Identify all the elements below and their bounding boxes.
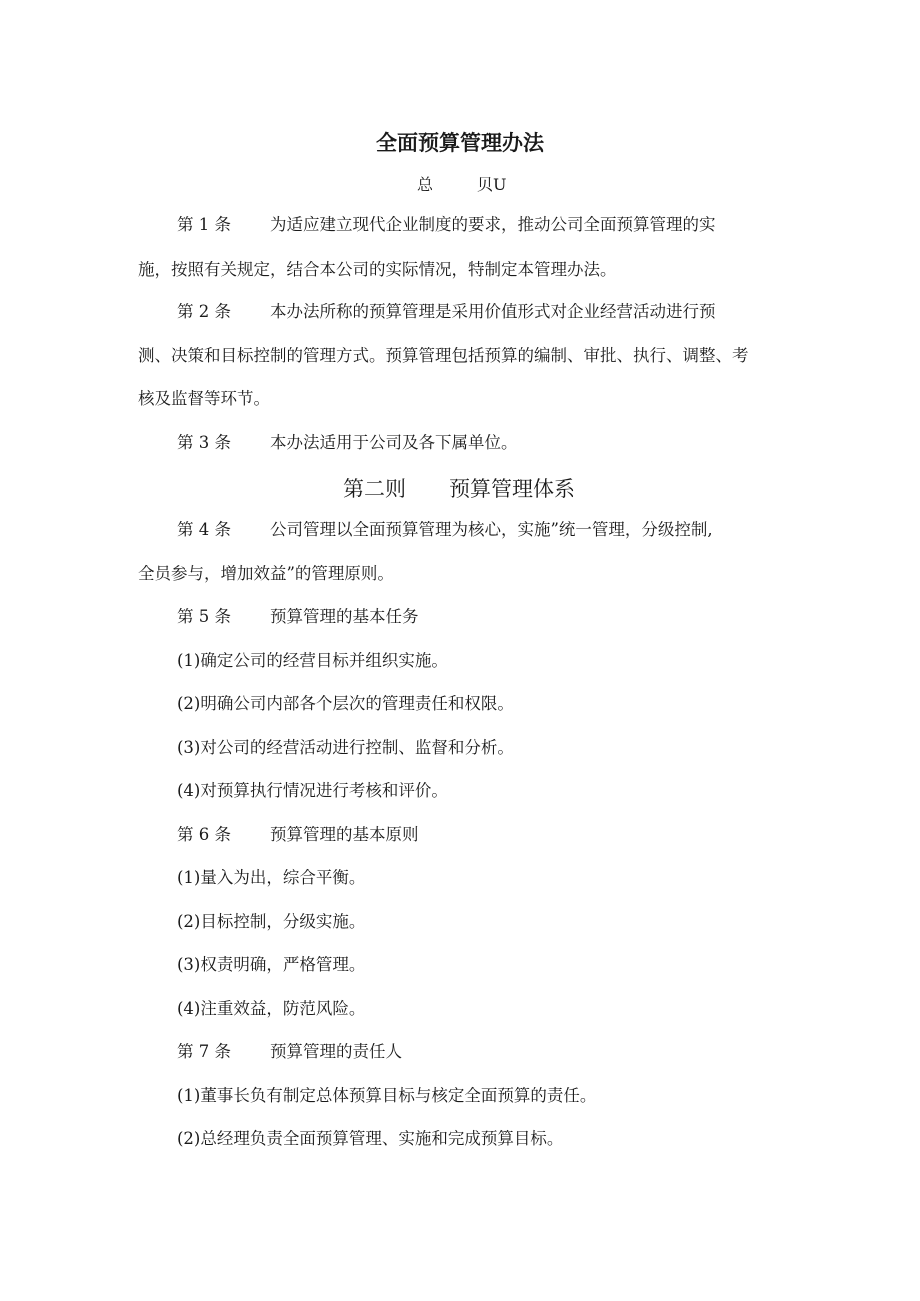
article2-line2: 测、决策和目标控制的管理方式。预算管理包括预算的编制、审批、执行、调整、考: [138, 346, 749, 365]
article3-line1: 本办法适用于公司及各下属单位。: [270, 433, 518, 452]
article1-line2: 施，按照有关规定，结合本公司的实际情况，特制定本管理办法。: [138, 260, 617, 279]
chapter2-heading-right: 预算管理体系: [449, 477, 575, 501]
article4-line2: 全员参与，增加效益”的管理原则。: [138, 564, 394, 583]
list-item: (3)对公司的经营活动进行控制、监督和分析。: [177, 738, 514, 757]
document-title: 全面预算管理办法: [376, 131, 544, 155]
list-item: (1)量入为出，综合平衡。: [177, 868, 366, 887]
chapter1-heading-left: 总: [417, 175, 434, 194]
list-item: (1)董事长负有制定总体预算目标与核定全面预算的责任。: [177, 1086, 597, 1105]
article2-label: 第 2 条: [177, 302, 231, 321]
list-item: (4)注重效益，防范风险。: [177, 999, 366, 1018]
article1-label: 第 1 条: [177, 215, 231, 234]
article7-label: 第 7 条: [177, 1042, 231, 1061]
article6-label: 第 6 条: [177, 825, 231, 844]
article2-line1: 本办法所称的预算管理是采用价值形式对企业经营活动进行预: [270, 302, 716, 321]
article5-label: 第 5 条: [177, 607, 231, 626]
list-item: (4)对预算执行情况进行考核和评价。: [177, 781, 448, 800]
list-item: (3)权责明确，严格管理。: [177, 955, 366, 974]
chapter1-heading-right: 贝U: [477, 175, 507, 194]
article4-line1: 公司管理以全面预算管理为核心，实施”统一管理，分级控制,: [270, 520, 713, 539]
article1-line1: 为适应建立现代企业制度的要求，推动公司全面预算管理的实: [270, 215, 716, 234]
article4-label: 第 4 条: [177, 520, 231, 539]
article6-line1: 预算管理的基本原则: [270, 825, 419, 844]
list-item: (2)总经理负责全面预算管理、实施和完成预算目标。: [177, 1129, 564, 1148]
article7-line1: 预算管理的责任人: [270, 1042, 402, 1061]
list-item: (1)确定公司的经营目标并组织实施。: [177, 651, 448, 670]
list-item: (2)明确公司内部各个层次的管理责任和权限。: [177, 694, 514, 713]
article2-line3: 核及监督等环节。: [138, 389, 270, 408]
article5-line1: 预算管理的基本任务: [270, 607, 419, 626]
list-item: (2)目标控制，分级实施。: [177, 912, 366, 931]
article3-label: 第 3 条: [177, 433, 231, 452]
chapter2-heading-left: 第二则: [343, 477, 406, 501]
